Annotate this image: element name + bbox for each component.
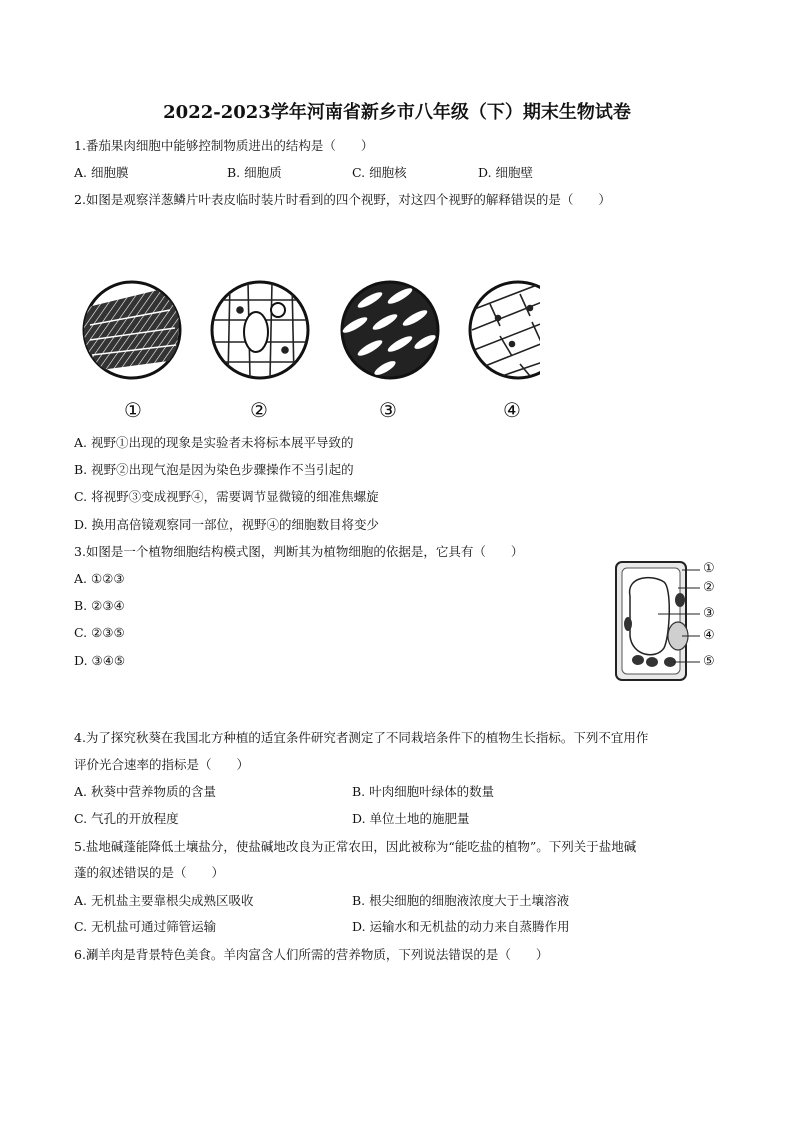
q1-stem: 1.番茄果肉细胞中能够控制物质进出的结构是（ ）: [74, 138, 374, 153]
q6-stem: 6.涮羊肉是背景特色美食。羊肉富含人们所需的营养物质，下列说法错误的是（ ）: [74, 947, 549, 962]
q1-option-a: A. 细胞膜: [74, 165, 129, 180]
q2-stem: 2.如图是观察洋葱鳞片叶表皮临时装片时看到的四个视野，对这四个视野的解释错误的是（ ）: [74, 192, 611, 207]
field-1-label: ①: [124, 398, 142, 422]
plant-cell-figure: [612, 556, 702, 686]
q1-option-c: C. 细胞核: [352, 165, 407, 180]
q3-option-c: C. ②③⑤: [74, 625, 125, 640]
field-3-label: ③: [379, 398, 397, 422]
q5-option-a: A. 无机盐主要靠根尖成熟区吸收: [74, 893, 254, 908]
q1-option-b: B. 细胞质: [227, 165, 282, 180]
cell-label-2: ②: [703, 580, 715, 595]
cell-label-3: ③: [703, 606, 715, 621]
field-4-icon: [470, 280, 540, 378]
q5-option-c: C. 无机盐可通过筛管运输: [74, 919, 217, 934]
q5-stem-line1: 5.盐地碱蓬能降低土壤盐分，使盐碱地改良为正常农田，因此被称为“能吃盐的植物”。下列关于盐地碱: [74, 839, 637, 854]
q5-stem-line2: 蓬的叙述错误的是（ ）: [74, 865, 225, 880]
q2-option-c: C. 将视野③变成视野④，需要调节显微镜的细准焦螺旋: [74, 489, 379, 504]
field-2-label: ②: [250, 398, 268, 422]
q3-option-d: D. ③④⑤: [74, 653, 126, 668]
q4-option-b: B. 叶肉细胞叶绿体的数量: [352, 784, 495, 799]
page-title: 2022-2023学年河南省新乡市八年级（下）期末生物试卷: [163, 102, 631, 123]
q1-option-d: D. 细胞壁: [478, 165, 534, 180]
q5-option-d: D. 运输水和无机盐的动力来自蒸腾作用: [352, 919, 570, 934]
q5-option-b: B. 根尖细胞的细胞液浓度大于土壤溶液: [352, 893, 570, 908]
field-4-label: ④: [503, 398, 521, 422]
q4-option-c: C. 气孔的开放程度: [74, 811, 179, 826]
cell-label-1: ①: [703, 561, 715, 576]
cell-label-4: ④: [703, 628, 715, 643]
q2-option-d: D. 换用高倍镜观察同一部位，视野④的细胞数目将变少: [74, 517, 380, 532]
field-3-icon: [341, 282, 438, 378]
q3-stem: 3.如图是一个植物细胞结构模式图，判断其为植物细胞的依据是，它具有（ ）: [74, 544, 524, 559]
q4-stem-line1: 4.为了探究秋葵在我国北方种植的适宜条件研究者测定了不同栽培条件下的植物生长指标。下列不宜用作: [74, 730, 649, 745]
field-2-icon: [212, 282, 308, 378]
q4-option-d: D. 单位土地的施肥量: [352, 811, 470, 826]
q3-option-a: A. ①②③: [74, 571, 125, 586]
q2-option-b: B. 视野②出现气泡是因为染色步骤操作不当引起的: [74, 462, 354, 477]
field-1-icon: [84, 282, 180, 378]
q4-stem-line2: 评价光合速率的指标是（ ）: [74, 757, 250, 772]
microscope-fields-figure: [80, 270, 540, 430]
q4-option-a: A. 秋葵中营养物质的含量: [74, 784, 216, 799]
q2-option-a: A. 视野①出现的现象是实验者未将标本展平导致的: [74, 435, 354, 450]
q3-option-b: B. ②③④: [74, 598, 125, 613]
cell-label-5: ⑤: [703, 654, 715, 669]
